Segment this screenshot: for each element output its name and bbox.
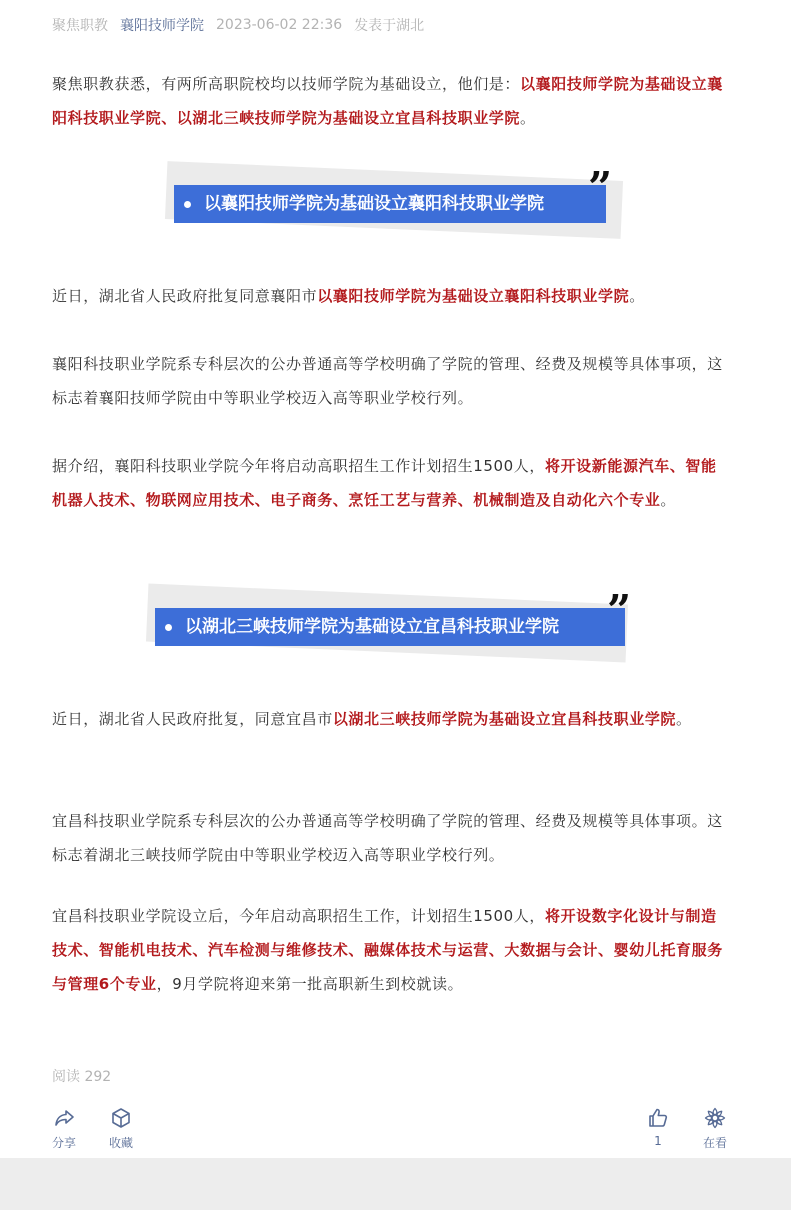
- section1-p3-text: 据介绍，襄阳科技职业学院今年将启动高职招生工作计划招生1500人，: [52, 457, 545, 475]
- section1-p3-highlight: 将开设新能源汽车、智能机器人技术、物联网应用技术、电子商务、烹饪工艺与营养、机械制造及自动化六个专业: [52, 457, 717, 509]
- section1-paragraph-1: [52, 279, 728, 313]
- section1-paragraph-3: [52, 449, 728, 517]
- favorite-button[interactable]: [101, 1106, 141, 1151]
- quote-mark-icon: ”: [607, 586, 632, 635]
- wow-button[interactable]: [695, 1106, 735, 1151]
- quote-mark-icon: ”: [588, 163, 613, 212]
- intro-end: 。: [520, 109, 536, 127]
- section2-p1-text: 近日，湖北省人民政府批复，同意宜昌市: [52, 710, 333, 728]
- account-name-link[interactable]: 襄阳技师学院: [120, 18, 204, 34]
- section1-p1-highlight: 以襄阳技师学院为基础设立襄阳科技职业学院: [317, 287, 630, 305]
- wow-label: 在看: [702, 1136, 727, 1150]
- section2-p3-highlight: 将开设数字化设计与制造技术、智能机电技术、汽车检测与维修技术、融媒体技术与运营、大数据与会计、婴幼儿托育服务与管理6个专业: [52, 907, 723, 993]
- section1-p3-end: 。: [660, 491, 677, 509]
- section1-p1-text: 近日，湖北省人民政府批复同意襄阳市: [52, 287, 318, 305]
- section2-p1-highlight: 以湖北三峡技师学院为基础设立宜昌科技职业学院: [332, 710, 677, 728]
- section2-paragraph-3: [52, 899, 728, 1001]
- section1-heading: 以襄阳技师学院为基础设立襄阳科技职业学院: [204, 194, 544, 214]
- favorite-label: 收藏: [108, 1136, 133, 1150]
- section2-paragraph-1: [52, 702, 728, 736]
- section1-paragraph-2: 襄阳科技职业学院系专科层次的公办普通高等学校明确了学院的管理、经费及规模等具体事项，这标志着襄阳技师学院由中等职业学校迈入高等职业学校行列。: [52, 355, 723, 407]
- section2-p3-text: 宜昌科技职业学院设立后，今年启动高职招生工作，计划招生1500人，: [52, 907, 545, 925]
- section1-heading-box: [174, 185, 606, 223]
- article-meta: [52, 14, 424, 36]
- bullet-dot-icon: [165, 624, 172, 631]
- like-button[interactable]: [638, 1106, 678, 1148]
- share-button[interactable]: [44, 1106, 84, 1151]
- intro-highlight: 以襄阳技师学院为基础设立襄阳科技职业学院、以湖北三峡技师学院为基础设立宜昌科技职业学院: [52, 75, 723, 127]
- read-count: 阅读 292: [52, 1069, 112, 1085]
- section1-p1-end: 。: [629, 287, 645, 305]
- publish-datetime: 2023-06-02 22:36: [216, 17, 343, 33]
- meta-source: 聚焦职教: [52, 18, 108, 34]
- publish-location: 发表于湖北: [354, 18, 425, 34]
- bullet-dot-icon: [184, 201, 191, 208]
- section2-p3-end: ，9月学院将迎来第一批高职新生到校就读。: [156, 975, 464, 993]
- intro-paragraph: [52, 67, 728, 135]
- section2-p1-end: 。: [676, 710, 692, 728]
- section2-heading: 以湖北三峡技师学院为基础设立宜昌科技职业学院: [185, 617, 559, 637]
- intro-text: 聚焦职教获悉，有两所高职院校均以技师学院为基础设立，他们是：: [52, 75, 521, 93]
- share-label: 分享: [51, 1136, 76, 1150]
- cube-icon: [109, 1106, 133, 1130]
- share-icon: [52, 1106, 76, 1130]
- flower-icon: [703, 1106, 727, 1130]
- section2-paragraph-2: 宜昌科技职业学院系专科层次的公办普通高等学校明确了学院的管理、经费及规模等具体事项。这标志着湖北三峡技师学院由中等职业学校迈入高等职业学校行列。: [52, 812, 723, 864]
- thumbs-up-icon: [646, 1106, 670, 1130]
- like-count: 1: [654, 1134, 662, 1148]
- section2-heading-box: [155, 608, 625, 646]
- bottom-bar: [0, 1158, 791, 1210]
